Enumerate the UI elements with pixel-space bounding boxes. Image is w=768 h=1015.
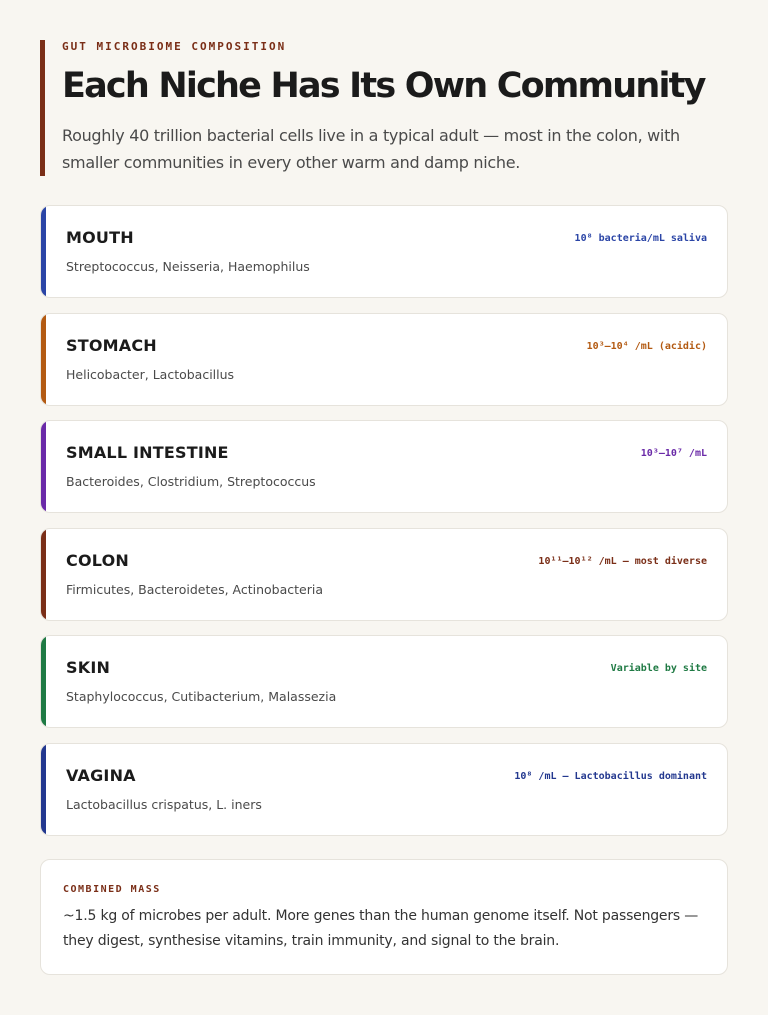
niche-name: VAGINA <box>66 765 136 785</box>
niche-card-small-intestine <box>40 420 728 513</box>
summary-card <box>40 859 728 975</box>
niche-genera: Helicobacter, Lactobacillus <box>66 366 235 382</box>
accent-bar <box>41 421 46 512</box>
accent-bar <box>41 529 46 620</box>
niche-card-skin <box>40 635 728 728</box>
niche-name: MOUTH <box>66 228 134 247</box>
niche-card-mouth <box>40 205 728 298</box>
niche-list <box>40 205 728 851</box>
niche-name: COLON <box>66 550 129 570</box>
niche-density: 10³–10⁷ /mL <box>640 448 707 460</box>
niche-genera: Lactobacillus crispatus, L. iners <box>66 796 262 812</box>
niche-density: 10³–10⁴ /mL (acidic) <box>586 340 707 352</box>
accent-bar <box>41 744 46 835</box>
niche-card-stomach <box>40 313 728 406</box>
accent-bar <box>41 206 46 297</box>
niche-genera: Bacteroides, Clostridium, Streptococcus <box>66 474 316 490</box>
niche-density: 10⁸ /mL — Lactobacillus dominant <box>514 770 707 782</box>
niche-card-vagina <box>40 743 728 836</box>
niche-genera: Streptococcus, Neisseria, Haemophilus <box>66 259 310 274</box>
page-subtitle: Roughly 40 trillion bacterial cells live in a typical adult — most in the colon, with smaller communities in every other warm and damp niche. <box>62 126 680 172</box>
niche-card-colon <box>40 528 728 621</box>
accent-bar <box>41 636 46 727</box>
eyebrow-label: GUT MICROBIOME COMPOSITION <box>62 40 287 53</box>
header <box>40 40 720 176</box>
accent-bar <box>41 314 46 405</box>
summary-label: COMBINED MASS <box>63 884 161 895</box>
niche-name: SMALL INTESTINE <box>66 443 229 463</box>
summary-text: ~1.5 kg of microbes per adult. More genes than the human genome itself. Not passengers — they digest, synthesise vitamins, train immunity, and signal to the brain. <box>63 908 699 949</box>
niche-density: Variable by site <box>610 663 707 675</box>
niche-density: 10¹¹–10¹² /mL — most diverse <box>538 555 707 567</box>
niche-genera: Staphylococcus, Cutibacterium, Malassezia <box>66 689 337 705</box>
niche-density: 10⁸ bacteria/mL saliva <box>574 233 707 244</box>
page-title: Each Niche Has Its Own Community <box>62 66 705 106</box>
niche-name: STOMACH <box>66 335 157 355</box>
niche-genera: Firmicutes, Bacteroidetes, Actinobacteria <box>66 581 324 597</box>
niche-name: SKIN <box>66 658 111 678</box>
